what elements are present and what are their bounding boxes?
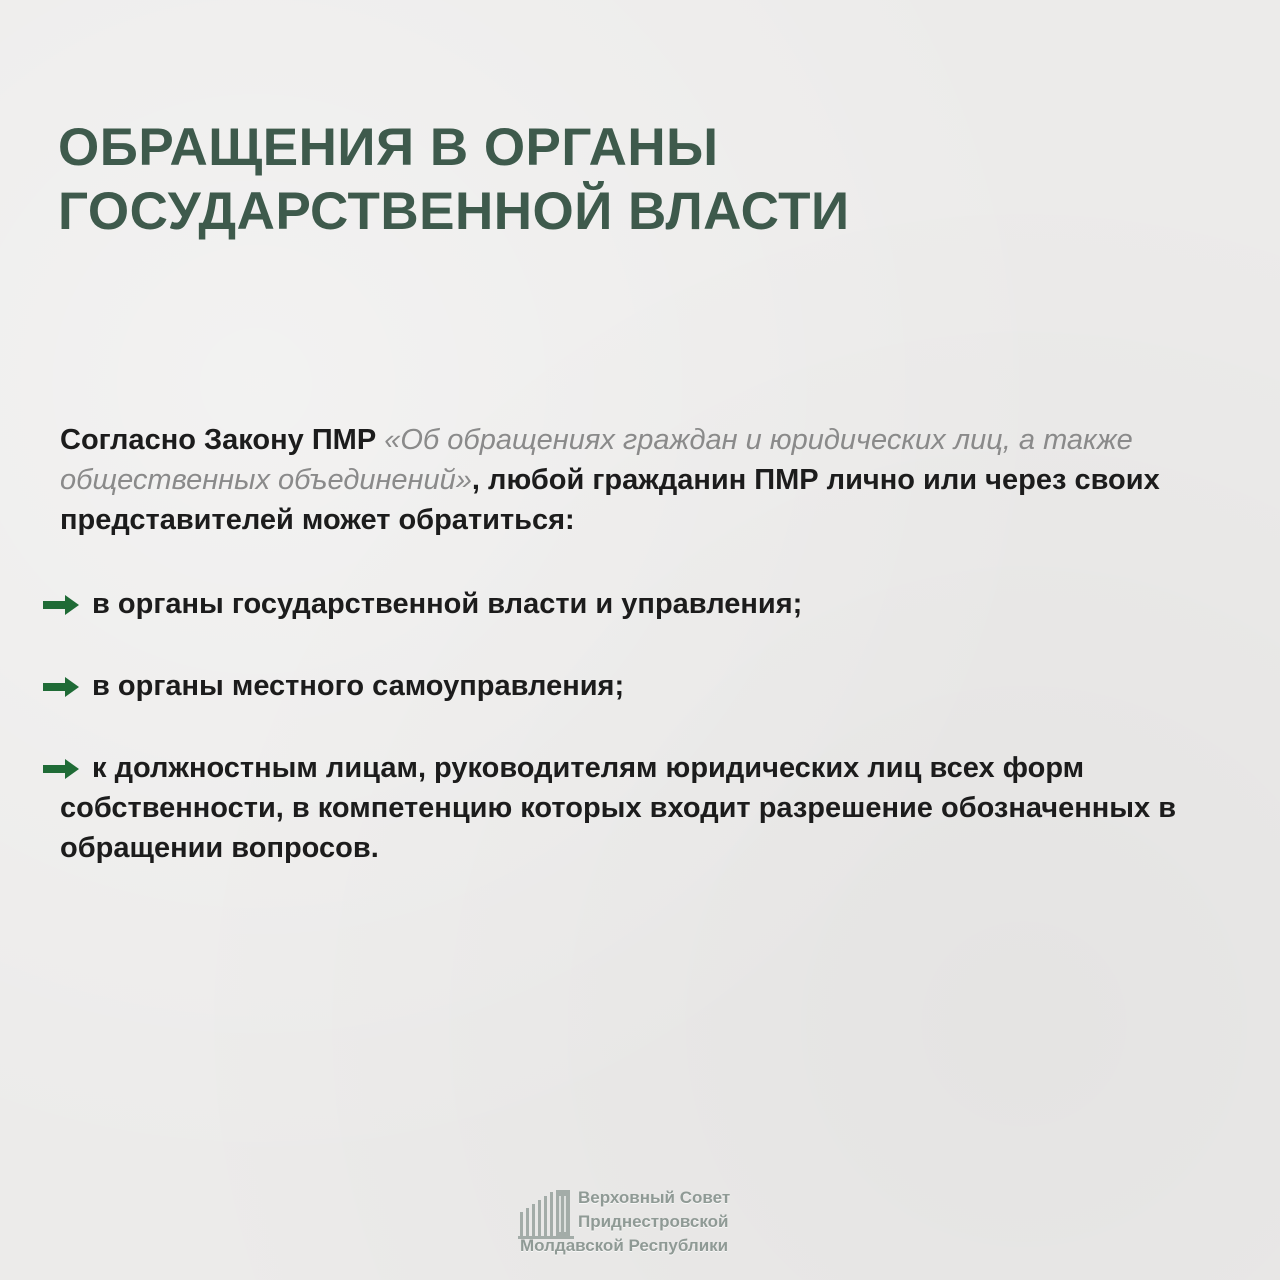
- list-item-text: к должностным лицам, руководителям юридических лиц всех форм собственности, в компетенцию которых входит разрешение обозначенных в обращении вопросов.: [60, 752, 1177, 864]
- intro-paragraph: [60, 420, 1230, 540]
- logo-line-3: Молдавской Республики: [520, 1236, 729, 1255]
- list-item: [60, 666, 1220, 706]
- list-item: [60, 748, 1220, 868]
- supreme-council-logo: [518, 1186, 768, 1256]
- right-arrow-icon: [43, 595, 79, 615]
- logo-line-1: Верховный Совет: [578, 1188, 731, 1207]
- building-columns-icon: [518, 1190, 578, 1240]
- logo-line-2: Приднестровской: [578, 1212, 729, 1231]
- list-item-text: в органы местного самоуправления;: [92, 670, 625, 702]
- list-item: [60, 584, 1220, 624]
- intro-prefix: Согласно Закону ПМР: [60, 424, 385, 456]
- intro-suffix: , любой гражданин ПМР лично или через своих представителей может обратиться:: [60, 464, 1160, 536]
- law-name: «Об обращениях граждан и юридических лиц, а также общественных объединений»: [60, 424, 1133, 496]
- right-arrow-icon: [43, 677, 79, 697]
- right-arrow-icon: [43, 759, 79, 779]
- page-title: ОБРАЩЕНИЯ В ОРГАНЫ ГОСУДАРСТВЕННОЙ ВЛАСТИ: [58, 118, 850, 241]
- list-item-text: в органы государственной власти и управления;: [92, 588, 803, 620]
